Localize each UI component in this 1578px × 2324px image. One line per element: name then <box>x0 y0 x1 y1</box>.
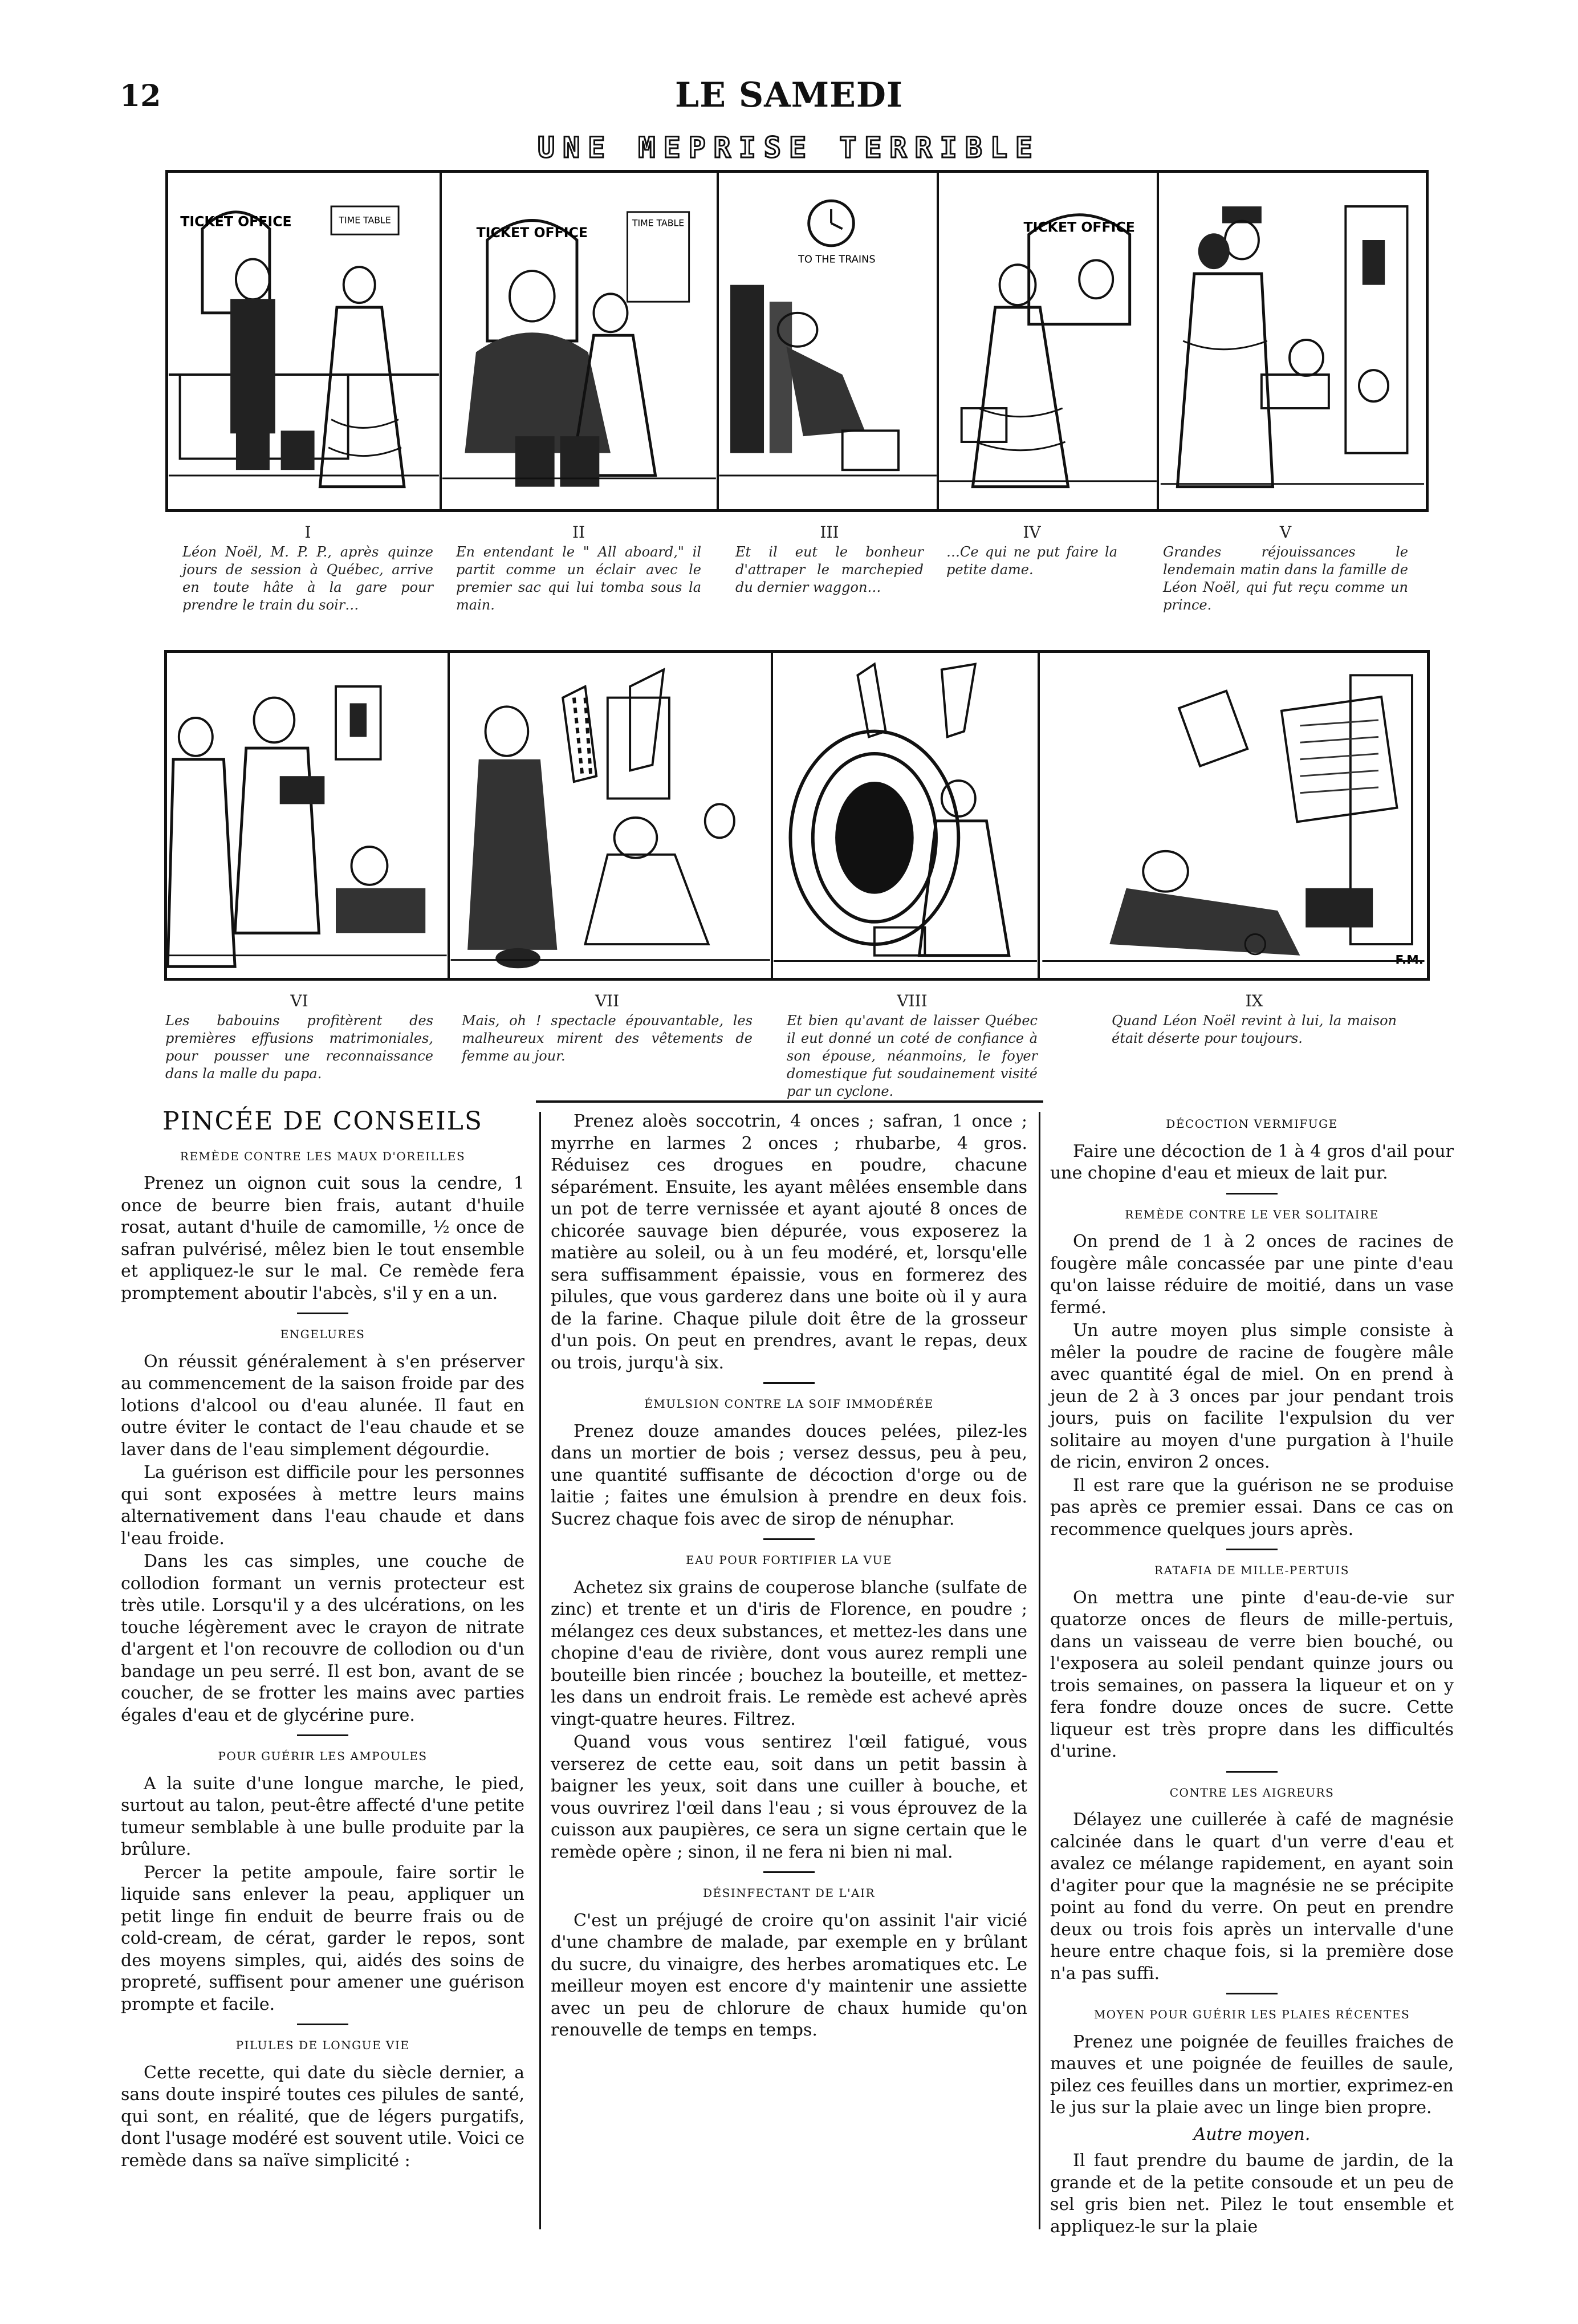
section-heading: PILULES DE LONGUE VIE <box>235 2038 410 2052</box>
paragraph: Dans les cas simples, une couche de collodion formant un vernis protecteur est très utile. Lorsqu'il y a des ulcérations, on les touche légèrement avec le crayon de nitrate d'argent et l'on recouvre de collodion ou d'un bandage un peu serré. Il est bon, avant de se coucher, de se frotter les mains avec parties égales d'eau et de glycérine pure. <box>121 1551 524 1725</box>
paragraph: Prenez aloès soccotrin, 4 onces ; safran, 1 once ; myrrhe en larmes 2 onces ; rhubarbe, 4 gros. Réduisez ces drogues en poudre, chacune séparément. Ensuite, les ayant mêlées ensemble dans un pot de terre vernissée et ayant ajouté 8 onces de chicorée sauvage bien dépurée, vous exposerez la matière au soleil, ou à un feu modéré, et, lorsqu'elle sera suffisamment épaissie, vous en formerez des pilules, que vous garderez dans une boite où il y aura de la farine. Chaque pilule doit être de la grosseur d'un pois. On peut en prendres, avant le repas, deux ou trois, jurqu'à six. <box>551 1111 1027 1373</box>
paragraph: Délayez une cuillerée à café de magnésie calcinée dans le quart d'un verre d'eau et avalez ce mélange rapidement, en ayant soin d'agiter pour que la magnésie ne se précipite point au fond du verre. On peut en prendre deux ou trois fois après un intervalle d'une heure entre chaque fois, si la première dose n'a pas suffi. <box>1050 1810 1454 1984</box>
section-separator <box>1226 1549 1278 1550</box>
comic-row-2 <box>164 650 1430 981</box>
caption-text-5: Grandes réjouissances le lendemain matin dans la famille de Léon Noël, qui fut reçu comme un prince. <box>1163 544 1408 613</box>
caption-text-4: …Ce qui ne put faire la petite dame. <box>946 544 1117 578</box>
comic-panel-3 <box>719 173 939 509</box>
section-heading: REMÈDE CONTRE LES MAUX D'OREILLES <box>180 1149 466 1163</box>
paragraph: A la suite d'une longue marche, le pied, surtout au talon, peut-être affecté d'une petite tumeur semblable à une bulle produite par la brûlure. <box>121 1773 524 1859</box>
section-separator <box>763 1382 815 1384</box>
comic-panel-8 <box>773 653 1040 978</box>
paragraph: Un autre moyen plus simple consiste à mêler la poudre de racine de fougère mâle avec quantité égal de miel. On en prend à jeun de 2 à 3 onces par jour pendant trois jours, puis on facilite l'expulsion du ver solitaire au moyen d'une purgation à l'huile de ricin, environ 2 onces. <box>1050 1321 1454 1472</box>
caption-numeral-3: III <box>820 523 839 542</box>
column-1 <box>121 1107 524 2173</box>
comic-row-1 <box>165 170 1429 512</box>
section-separator <box>297 1313 348 1314</box>
section-separator <box>297 1734 348 1736</box>
comic-panel-5-drawing <box>1159 173 1426 509</box>
caption-numeral-9: IX <box>1245 992 1263 1010</box>
column-divider-1 <box>539 1112 541 2229</box>
section-heading: ENGELURES <box>280 1327 365 1341</box>
paragraph: La guérison est difficile pour les personnes qui sont exposées à mettre leurs mains alternativement dans l'eau chaude et dans l'eau froide. <box>121 1462 524 1549</box>
section-separator <box>763 1538 815 1540</box>
section-separator <box>297 2024 348 2025</box>
comic-panel-8-drawing <box>773 653 1038 978</box>
paragraph: On mettra une pinte d'eau-de-vie sur quatorze onces de fleurs de mille-pertuis, dans un vaisseau de verre bien bouché, ou l'exposera au soleil pendant quinze jours ou trois semaines, on passera la liqueur et on y fera fondre douze onces de sucre. Cette liqueur est très propre dans les difficultés d'urine. <box>1050 1587 1454 1761</box>
section-heading: ÉMULSION CONTRE LA SOIF IMMODÉRÉE <box>644 1397 934 1411</box>
caption-text-6: Les babouins profitèrent des premières effusions matrimoniales, pour pousser une reconnaissance dans la malle du papa. <box>165 1013 433 1082</box>
comic-panel-7-drawing <box>450 653 771 978</box>
comic-panel-4 <box>939 173 1159 509</box>
paragraph: On prend de 1 à 2 onces de racines de fougère mâle concassée par une pinte d'eau qu'on laisse réduire de moitié, dans un vase fermé. <box>1050 1232 1454 1318</box>
page-number: 12 <box>120 79 161 113</box>
comic-strip-title: UNE MEPRISE TERRIBLE <box>537 131 1041 164</box>
caption-text-1: Léon Noël, M. P. P., après quinze jours de session à Québec, arrive en toute hâte à la gare pour prendre le train du soir… <box>182 544 433 613</box>
comic-panel-1 <box>168 173 442 509</box>
comic-panel-5 <box>1159 173 1426 509</box>
newspaper-title: LE SAMEDI <box>675 75 903 115</box>
panel-2-timetable: TIME TABLE <box>632 217 685 229</box>
section-heading: DÉCOCTION VERMIFUGE <box>1166 1117 1338 1131</box>
section-heading: EAU POUR FORTIFIER LA VUE <box>686 1553 892 1567</box>
caption-panel-3 <box>735 523 924 596</box>
caption-panel-1 <box>182 523 433 614</box>
paragraph: Il faut prendre du baume de jardin, de la grande et de la petite consoude et un peu de sel gris bien net. Pilez le tout ensemble et appliquez-le sur la plaie <box>1050 2151 1454 2237</box>
caption-text-2: En entendant le " All aboard," il partit comme un éclair avec le premier sac qui lui tomba sous la main. <box>456 544 701 613</box>
panel-1-sign: TICKET OFFICE <box>180 213 292 230</box>
section-heading: DÉSINFECTANT DE L'AIR <box>702 1886 876 1900</box>
paragraph: Il est rare que la guérison ne se produise pas après ce premier essai. Dans ce cas on recommence quelques jours après. <box>1050 1475 1454 1539</box>
column-2 <box>551 1111 1027 2043</box>
paragraph: On réussit généralement à s'en préserver au commencement de la saison froide par des lotions d'alcool ou d'eau alunée. Il faut en outre éviter le contact de l'eau chaude et se laver dans de l'eau simplement dégourdie. <box>121 1351 524 1460</box>
panel-2-sign: TICKET OFFICE <box>476 225 588 241</box>
section-separator <box>1226 1193 1278 1194</box>
caption-panel-2 <box>456 523 701 614</box>
paragraph: Prenez une poignée de feuilles fraiches de mauves et une poignée de feuilles de saule, pilez ces feuilles dans un mortier, exprimez-en le jus sur la plaie avec un linge bien propre. <box>1050 2032 1454 2118</box>
caption-numeral-6: VI <box>290 992 308 1010</box>
paragraph: C'est un préjugé de croire qu'on assinit l'air vicié d'une chambre de malade, par exemple en y brûlant du sucre, du vinaigre, des herbes aromatiques etc. Le meilleur moyen est encore d'y maintenir une assiette avec un peu de chlorure de chaux humide qu'on renouvelle de temps en temps. <box>551 1910 1027 2040</box>
paragraph: Percer la petite ampoule, faire sortir le liquide sans enlever la peau, appliquer un petit linge fin enduit de beurre frais ou de cold-cream, de cérat, garder le repos, sont des moyens simples, qui, aidés des soins de propreté, suffisent pour amener une guérison prompte et facile. <box>121 1862 524 2014</box>
paragraph: Quand vous vous sentirez l'œil fatigué, vous verserez de cette eau, soit dans un petit bassin à baigner les yeux, soit dans une cuiller à bouche, et vous ouvrirez l'œil dans l'eau ; si vous éprouvez de la cuisson aux paupières, ce sera un signe certain que le remède opère ; sinon, il ne fera ni bien ni mal. <box>551 1732 1027 1862</box>
section-heading: POUR GUÉRIR LES AMPOULES <box>218 1749 428 1763</box>
comic-panel-4-drawing <box>939 173 1157 509</box>
comic-panel-2-drawing <box>442 173 717 509</box>
comic-panel-9 <box>1040 653 1427 978</box>
column-3 <box>1050 1111 1454 2239</box>
panel-4-sign: TICKET OFFICE <box>1023 219 1135 235</box>
section-heading: RATAFIA DE MILLE-PERTUIS <box>1154 1563 1349 1577</box>
caption-numeral-2: II <box>572 523 585 542</box>
comic-panel-1-drawing <box>168 173 440 509</box>
comic-panel-2 <box>442 173 719 509</box>
paragraph: Prenez douze amandes douces pelées, pilez-les dans un mortier de bois ; versez dessus, peu à peu, une quantité suffisante de décoction d'orge ou de laitie ; faites une émulsion à prendre en deux fois. Sucrez chaque fois avec de sirop de nénuphar. <box>551 1421 1027 1529</box>
section-heading: MOYEN POUR GUÉRIR LES PLAIES RÉCENTES <box>1093 2008 1410 2021</box>
caption-text-9: Quand Léon Noël revint à lui, la maison était déserte pour toujours. <box>1112 1013 1397 1046</box>
comic-panel-7 <box>450 653 773 978</box>
comic-panel-9-drawing <box>1040 653 1427 978</box>
paragraph: Cette recette, qui date du siècle dernier, a sans doute inspiré toutes ces pilules de santé, qui sont, en réalité, que de légers purgatifs, dont l'usage modéré est souvent utile. Voici ce remède dans sa naïve simplicité : <box>121 2062 524 2171</box>
column-top-rule <box>536 1100 1043 1103</box>
comic-panel-3-drawing <box>719 173 937 509</box>
panel-3-sign: TO THE TRAINS <box>798 254 876 266</box>
paragraph: Faire une décoction de 1 à 4 gros d'ail pour une chopine d'eau et mieux de lait pur. <box>1050 1141 1454 1183</box>
comic-panel-6-drawing <box>167 653 448 978</box>
panel-9-signature: F.M. <box>1395 953 1424 968</box>
caption-numeral-8: VIII <box>897 992 928 1010</box>
caption-panel-4 <box>946 523 1117 579</box>
section-separator <box>1226 1993 1278 1994</box>
comic-panel-6 <box>167 653 450 978</box>
caption-numeral-7: VII <box>595 992 620 1010</box>
caption-panel-6 <box>165 992 433 1083</box>
caption-panel-5 <box>1163 523 1408 614</box>
column-title: PINCÉE DE CONSEILS <box>162 1107 483 1136</box>
section-separator <box>763 1871 815 1873</box>
caption-text-7: Mais, oh ! spectacle épouvantable, les malheureux mirent des vêtements de femme au jour. <box>462 1013 753 1064</box>
caption-text-3: Et il eut le bonheur d'attraper le marchepied du dernier waggon… <box>735 544 924 595</box>
caption-numeral-1: I <box>304 523 311 542</box>
paragraph: Achetez six grains de couperose blanche (sulfate de zinc) et trente et un d'iris de Florence, en poudre ; mélangez ces deux substances, et mettez-les dans une chopine d'eau de rivière, dont vous aurez rempli une bouteille bien rincée ; bouchez la bouteille, et mettez-les dans un endroit frais. Le remède est achevé après vingt-quatre heures. Filtrez. <box>551 1577 1027 1729</box>
section-heading: CONTRE LES AIGREURS <box>1169 1785 1335 1799</box>
caption-panel-7 <box>462 992 753 1065</box>
column-divider-2 <box>1039 1112 1040 2229</box>
panel-1-timetable: TIME TABLE <box>339 214 391 226</box>
paragraph: Prenez un oignon cuit sous la cendre, 1 once de beurre bien frais, autant d'huile rosat, autant d'huile de camomille, ½ once de safran pulvérisé, mêlez bien le tout ensemble et appliquez-le sur le mal. Ce remède fera promptement aboutir l'abcès, s'il y en a un. <box>121 1173 524 1303</box>
caption-numeral-5: V <box>1279 523 1292 542</box>
caption-panel-9 <box>1112 992 1397 1047</box>
subsection-heading: Autre moyen. <box>1193 2124 1311 2144</box>
caption-numeral-4: IV <box>1023 523 1041 542</box>
section-heading: REMÈDE CONTRE LE VER SOLITAIRE <box>1125 1207 1379 1221</box>
caption-panel-8 <box>787 992 1038 1100</box>
section-separator <box>1226 1771 1278 1773</box>
caption-text-8: Et bien qu'avant de laisser Québec il eut donné un coté de confiance à son épouse, néanmoins, le foyer domestique fut soudainement visité par un cyclone. <box>787 1013 1038 1099</box>
